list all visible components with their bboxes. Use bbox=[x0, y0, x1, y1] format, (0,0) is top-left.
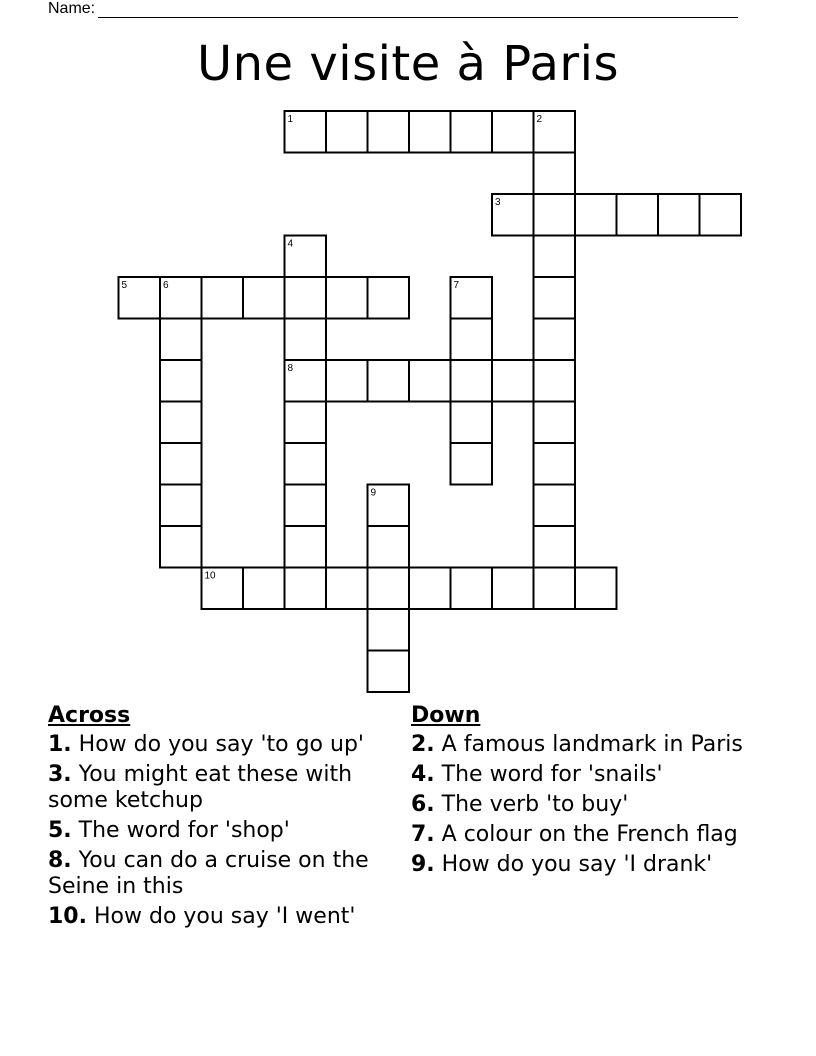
across-clue-8 bbox=[48, 848, 398, 900]
grid-cell[interactable] bbox=[534, 568, 576, 610]
clue-text: The verb 'to buy' bbox=[441, 792, 629, 817]
clue-number: 7. bbox=[411, 822, 435, 847]
grid-cell[interactable] bbox=[285, 485, 327, 527]
grid-cell[interactable] bbox=[160, 443, 202, 485]
cell-number: 7 bbox=[453, 280, 460, 291]
grid-cell[interactable] bbox=[409, 360, 451, 402]
grid-cell[interactable] bbox=[575, 568, 617, 610]
grid-cell[interactable] bbox=[368, 568, 410, 610]
grid-cell[interactable] bbox=[160, 319, 202, 361]
grid-cell[interactable] bbox=[160, 526, 202, 568]
grid-cell[interactable] bbox=[285, 319, 327, 361]
name-label: Name: bbox=[48, 0, 96, 17]
cell-number: 6 bbox=[163, 280, 169, 291]
grid-cell[interactable] bbox=[160, 402, 202, 444]
grid-cell[interactable] bbox=[492, 568, 534, 610]
grid-cell[interactable] bbox=[243, 568, 285, 610]
grid-cell[interactable] bbox=[575, 194, 617, 236]
grid-cell[interactable] bbox=[451, 360, 493, 402]
grid-cell[interactable] bbox=[285, 568, 327, 610]
clue-text: How do you say 'to go up' bbox=[78, 732, 364, 757]
down-heading: Down bbox=[411, 703, 481, 728]
grid-cell[interactable] bbox=[451, 568, 493, 610]
down-clues bbox=[411, 703, 751, 882]
cell-number: 10 bbox=[204, 570, 216, 582]
across-heading: Across bbox=[48, 703, 131, 728]
grid-cell[interactable] bbox=[243, 277, 285, 319]
grid-cell[interactable] bbox=[534, 443, 576, 485]
grid-cell[interactable] bbox=[285, 443, 327, 485]
grid-cell[interactable] bbox=[160, 360, 202, 402]
clue-number: 10. bbox=[48, 904, 87, 929]
grid-cell[interactable] bbox=[368, 651, 410, 693]
clue-number: 2. bbox=[411, 732, 435, 757]
down-clue-4 bbox=[411, 762, 751, 788]
grid-cell[interactable] bbox=[451, 402, 493, 444]
grid-cell[interactable] bbox=[492, 360, 534, 402]
cell-number: 4 bbox=[287, 238, 294, 250]
grid-cell[interactable] bbox=[534, 236, 576, 278]
grid-cell[interactable] bbox=[160, 485, 202, 527]
grid-cell[interactable] bbox=[368, 111, 410, 153]
grid-cell[interactable] bbox=[534, 485, 576, 527]
grid-cell[interactable] bbox=[285, 402, 327, 444]
grid-cell[interactable] bbox=[326, 277, 368, 319]
clue-text: How do you say 'I drank' bbox=[441, 852, 713, 877]
grid-cell[interactable] bbox=[451, 319, 493, 361]
cell-number: 8 bbox=[287, 363, 294, 374]
grid-cell[interactable] bbox=[326, 360, 368, 402]
grid-cell[interactable] bbox=[534, 319, 576, 361]
grid-cell[interactable] bbox=[658, 194, 700, 236]
clue-number: 4. bbox=[411, 762, 435, 787]
cell-number: 9 bbox=[370, 487, 377, 499]
cell-number: 5 bbox=[121, 280, 128, 291]
grid-cell[interactable] bbox=[534, 526, 576, 568]
grid-cell[interactable] bbox=[326, 111, 368, 153]
grid-cell[interactable] bbox=[451, 443, 493, 485]
grid-cell[interactable] bbox=[368, 360, 410, 402]
grid-cell[interactable] bbox=[368, 609, 410, 651]
clue-number: 1. bbox=[48, 732, 72, 757]
down-clue-7 bbox=[411, 822, 751, 848]
grid-cell[interactable] bbox=[285, 526, 327, 568]
grid-cell[interactable] bbox=[409, 568, 451, 610]
grid-cell[interactable] bbox=[326, 568, 368, 610]
cell-number: 1 bbox=[287, 114, 294, 125]
grid-cell[interactable] bbox=[534, 360, 576, 402]
grid-cell[interactable] bbox=[368, 277, 410, 319]
grid-cell[interactable] bbox=[534, 277, 576, 319]
across-clue-3 bbox=[48, 762, 398, 814]
down-clue-9 bbox=[411, 852, 751, 878]
clue-number: 3. bbox=[48, 762, 72, 787]
grid-cell[interactable] bbox=[534, 153, 576, 195]
across-clue-10 bbox=[48, 904, 398, 930]
grid-cell[interactable] bbox=[285, 277, 327, 319]
clue-text: You can do a cruise on the Seine in this bbox=[48, 848, 369, 899]
grid-cell[interactable] bbox=[202, 277, 244, 319]
down-clue-2 bbox=[411, 732, 751, 758]
down-clue-6 bbox=[411, 792, 751, 818]
grid-cell[interactable] bbox=[451, 111, 493, 153]
clue-text: How do you say 'I went' bbox=[93, 904, 356, 929]
grid-cell[interactable] bbox=[534, 402, 576, 444]
clue-text: A famous landmark in Paris bbox=[441, 732, 743, 757]
page-title: Une visite à Paris bbox=[197, 36, 619, 92]
grid-cell[interactable] bbox=[700, 194, 742, 236]
clue-number: 6. bbox=[411, 792, 435, 817]
across-clue-1 bbox=[48, 732, 398, 758]
clue-number: 5. bbox=[48, 818, 72, 843]
cell-number: 2 bbox=[536, 114, 543, 125]
clue-text: A colour on the French flag bbox=[441, 822, 738, 847]
cell-number: 3 bbox=[495, 197, 501, 208]
grid-cell[interactable] bbox=[409, 111, 451, 153]
grid-cell[interactable] bbox=[617, 194, 659, 236]
clue-text: The word for 'shop' bbox=[78, 818, 290, 843]
across-clue-5 bbox=[48, 818, 398, 844]
across-clues bbox=[48, 703, 398, 934]
clue-text: The word for 'snails' bbox=[441, 762, 663, 787]
grid-cell[interactable] bbox=[534, 194, 576, 236]
grid-cell[interactable] bbox=[492, 111, 534, 153]
clue-number: 9. bbox=[411, 852, 435, 877]
clue-number: 8. bbox=[48, 848, 72, 873]
clue-text: You might eat these with some ketchup bbox=[48, 762, 353, 813]
grid-cell[interactable] bbox=[368, 526, 410, 568]
